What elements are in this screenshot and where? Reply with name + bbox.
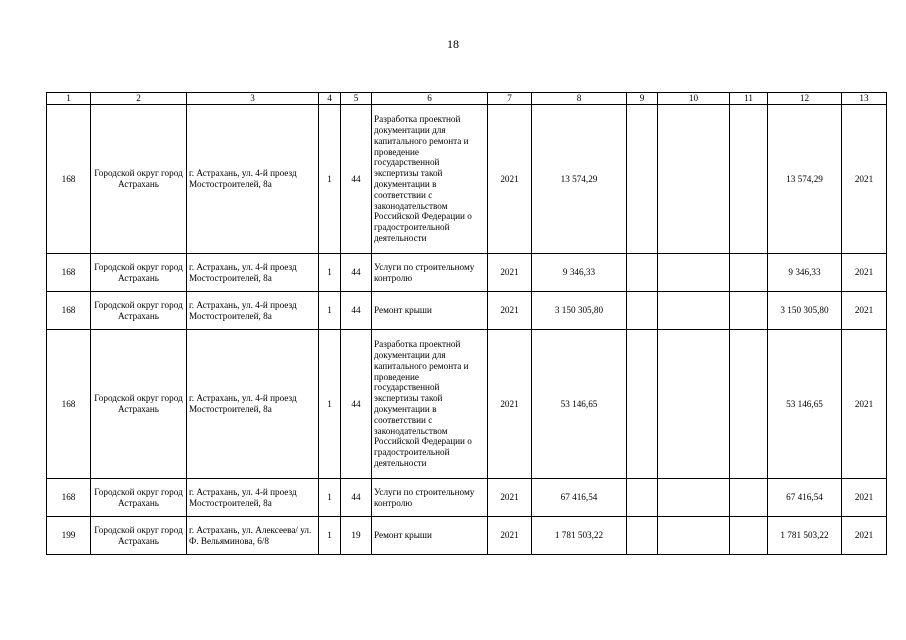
cell-completion-year: 2021 xyxy=(842,105,887,254)
table-row xyxy=(47,254,887,292)
cell-col4: 1 xyxy=(319,330,341,479)
cell-col9 xyxy=(627,479,658,517)
table-row xyxy=(47,479,887,517)
table-row xyxy=(47,330,887,479)
cell-col9 xyxy=(627,517,658,555)
cell-col4: 1 xyxy=(319,254,341,292)
cell-total: 13 574,29 xyxy=(768,105,842,254)
cell-cost: 3 150 305,80 xyxy=(532,292,627,330)
table-row xyxy=(47,517,887,555)
cell-col11 xyxy=(730,330,768,479)
cell-total: 9 346,33 xyxy=(768,254,842,292)
cell-col4: 1 xyxy=(319,517,341,555)
cell-cost: 67 416,54 xyxy=(532,479,627,517)
cell-year: 2021 xyxy=(488,517,532,555)
cell-col4: 1 xyxy=(319,105,341,254)
cell-address: г. Астрахань, ул. 4-й проезд Мостостроителей, 8а xyxy=(187,479,319,517)
cell-completion-year: 2021 xyxy=(842,292,887,330)
cell-address: г. Астрахань, ул. 4-й проезд Мостостроителей, 8а xyxy=(187,292,319,330)
cell-house-number: 168 xyxy=(47,330,91,479)
cell-total: 67 416,54 xyxy=(768,479,842,517)
cell-year: 2021 xyxy=(488,254,532,292)
cell-col4: 1 xyxy=(319,292,341,330)
cell-col11 xyxy=(730,517,768,555)
cell-col10 xyxy=(658,517,730,555)
cell-col5: 44 xyxy=(341,105,372,254)
column-header-7: 7 xyxy=(488,93,532,105)
cell-col9 xyxy=(627,254,658,292)
cell-address: г. Астрахань, ул. 4-й проезд Мостостроителей, 8а xyxy=(187,254,319,292)
cell-col5: 44 xyxy=(341,330,372,479)
column-header-5: 5 xyxy=(341,93,372,105)
cell-col10 xyxy=(658,254,730,292)
cell-col11 xyxy=(730,479,768,517)
table-row xyxy=(47,105,887,254)
cell-cost: 1 781 503,22 xyxy=(532,517,627,555)
cell-completion-year: 2021 xyxy=(842,517,887,555)
cell-work-type: Ремонт крыши xyxy=(372,292,488,330)
cell-col9 xyxy=(627,330,658,479)
cell-house-number: 168 xyxy=(47,254,91,292)
cell-house-number: 168 xyxy=(47,479,91,517)
cell-year: 2021 xyxy=(488,479,532,517)
cell-municipality: Городской округ город Астрахань xyxy=(91,292,187,330)
cell-col11 xyxy=(730,105,768,254)
cell-house-number: 168 xyxy=(47,292,91,330)
cell-work-type: Услуги по строительному контролю xyxy=(372,254,488,292)
cell-col5: 44 xyxy=(341,254,372,292)
cell-municipality: Городской округ город Астрахань xyxy=(91,330,187,479)
cell-address: г. Астрахань, ул. Алексеева/ ул. Ф. Вельяминова, 6/8 xyxy=(187,517,319,555)
cell-municipality: Городской округ город Астрахань xyxy=(91,479,187,517)
cell-col5: 44 xyxy=(341,479,372,517)
column-header-6: 6 xyxy=(372,93,488,105)
cell-col9 xyxy=(627,292,658,330)
cell-year: 2021 xyxy=(488,292,532,330)
cell-completion-year: 2021 xyxy=(842,330,887,479)
cell-col5: 44 xyxy=(341,292,372,330)
cell-cost: 9 346,33 xyxy=(532,254,627,292)
cell-year: 2021 xyxy=(488,330,532,479)
cell-completion-year: 2021 xyxy=(842,254,887,292)
cell-total: 1 781 503,22 xyxy=(768,517,842,555)
cell-house-number: 199 xyxy=(47,517,91,555)
column-header-12: 12 xyxy=(768,93,842,105)
cell-total: 53 146,65 xyxy=(768,330,842,479)
column-header-13: 13 xyxy=(842,93,887,105)
cell-work-type: Услуги по строительному контролю xyxy=(372,479,488,517)
cell-house-number: 168 xyxy=(47,105,91,254)
page-number: 18 xyxy=(447,37,459,51)
cell-work-type: Разработка проектной документации для капитального ремонта и проведение государственной экспертизы такой документации в соответствии с законодательством Российской Федерации о градостроительной деятельности xyxy=(372,330,488,479)
cell-cost: 13 574,29 xyxy=(532,105,627,254)
cell-address: г. Астрахань, ул. 4-й проезд Мостостроителей, 8а xyxy=(187,105,319,254)
cell-col5: 19 xyxy=(341,517,372,555)
cell-col10 xyxy=(658,105,730,254)
cell-municipality: Городской округ город Астрахань xyxy=(91,254,187,292)
column-header-9: 9 xyxy=(627,93,658,105)
cell-work-type: Разработка проектной документации для капитального ремонта и проведение государственной экспертизы такой документации в соответствии с законодательством Российской Федерации о градостроительной деятельности xyxy=(372,105,488,254)
cell-col9 xyxy=(627,105,658,254)
cell-municipality: Городской округ город Астрахань xyxy=(91,517,187,555)
cell-col11 xyxy=(730,254,768,292)
column-header-1: 1 xyxy=(47,93,91,105)
cell-col11 xyxy=(730,292,768,330)
cell-cost: 53 146,65 xyxy=(532,330,627,479)
column-header-11: 11 xyxy=(730,93,768,105)
cell-col10 xyxy=(658,479,730,517)
cell-col4: 1 xyxy=(319,479,341,517)
cell-address: г. Астрахань, ул. 4-й проезд Мостостроителей, 8а xyxy=(187,330,319,479)
column-header-2: 2 xyxy=(91,93,187,105)
repair-schedule-table xyxy=(46,92,887,555)
cell-year: 2021 xyxy=(488,105,532,254)
cell-col10 xyxy=(658,292,730,330)
column-number-row xyxy=(47,93,887,105)
cell-col10 xyxy=(658,330,730,479)
column-header-8: 8 xyxy=(532,93,627,105)
cell-municipality: Городской округ город Астрахань xyxy=(91,105,187,254)
column-header-10: 10 xyxy=(658,93,730,105)
cell-total: 3 150 305,80 xyxy=(768,292,842,330)
cell-completion-year: 2021 xyxy=(842,479,887,517)
column-header-3: 3 xyxy=(187,93,319,105)
cell-work-type: Ремонт крыши xyxy=(372,517,488,555)
table-row xyxy=(47,292,887,330)
column-header-4: 4 xyxy=(319,93,341,105)
